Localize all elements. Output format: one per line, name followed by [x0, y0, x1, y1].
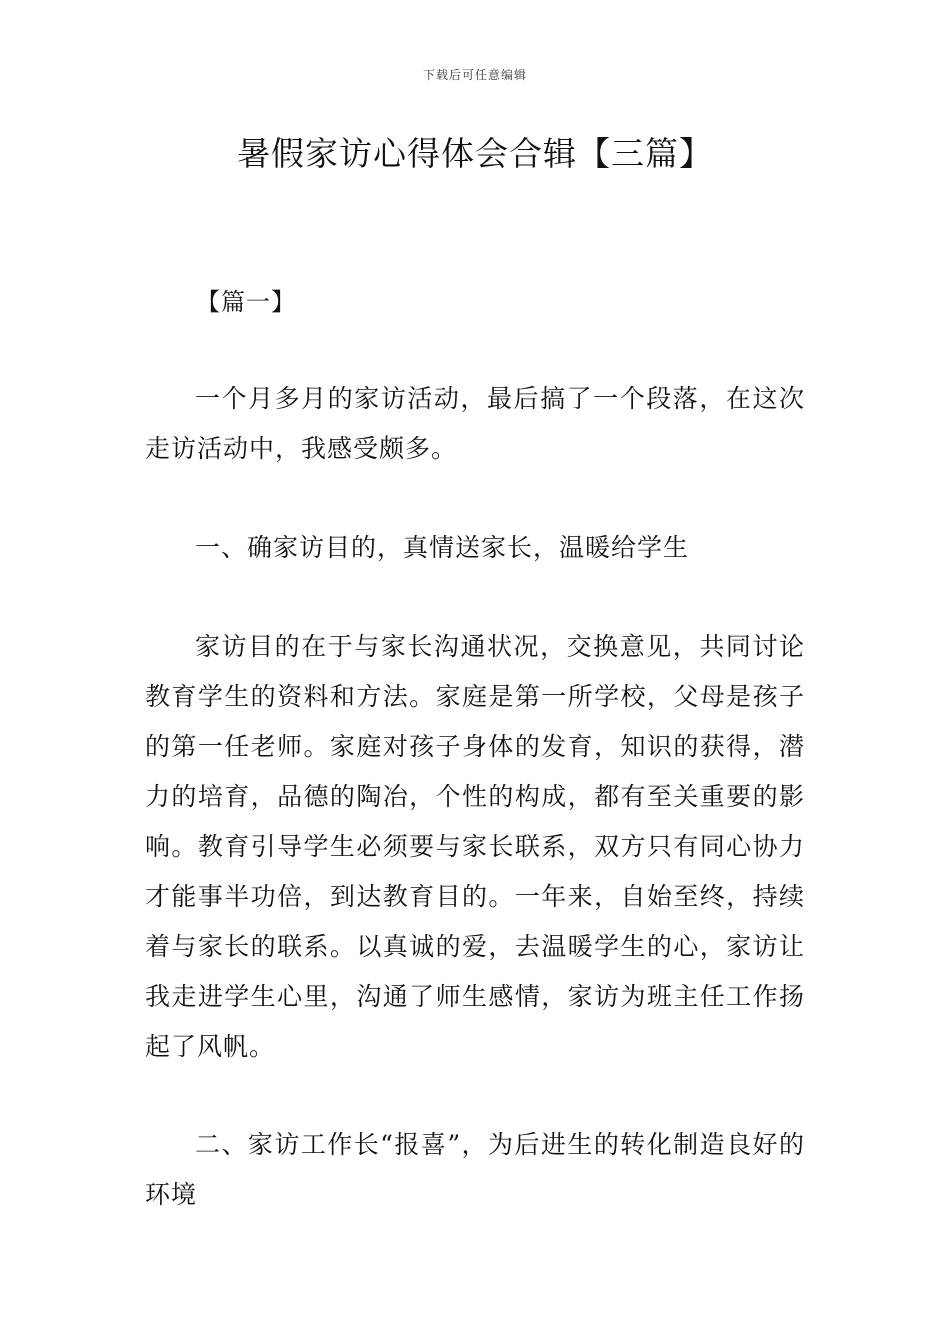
paragraph-heading-one: 一、确家访目的，真情送家长，温暖给学生: [195, 533, 690, 562]
paragraph-heading-two: 二、家访工作长“报喜”，为后进生的转化制造良好的环境: [145, 1130, 805, 1209]
document-title: 暑假家访心得体会合辑【三篇】: [237, 134, 713, 173]
section-label: 【篇一】: [196, 288, 296, 316]
paragraph-body: 家访目的在于与家长沟通状况，交换意见，共同讨论教育学生的资料和方法。家庭是第一所学校，父母是孩子的第一任老师。家庭对孩子身体的发育，知识的获得，潜力的培育，品德的陶冶，个性的构成，都有至关重要的影响。教育引导学生必须要与家长联系，双方只有同心协力才能事半功倍，到达教育目的。一年来，自始至终，持续着与家长的联系。以真诚的爱，去温暖学生的心，家访让我走进学生心里，沟通了师生感情，家访为班主任工作扬起了风帆。: [145, 632, 805, 1061]
paragraph-intro: 一个月多月的家访活动，最后搞了一个段落，在这次走访活动中，我感受颇多。: [145, 384, 805, 463]
header-note: 下载后可任意编辑: [422, 68, 527, 82]
